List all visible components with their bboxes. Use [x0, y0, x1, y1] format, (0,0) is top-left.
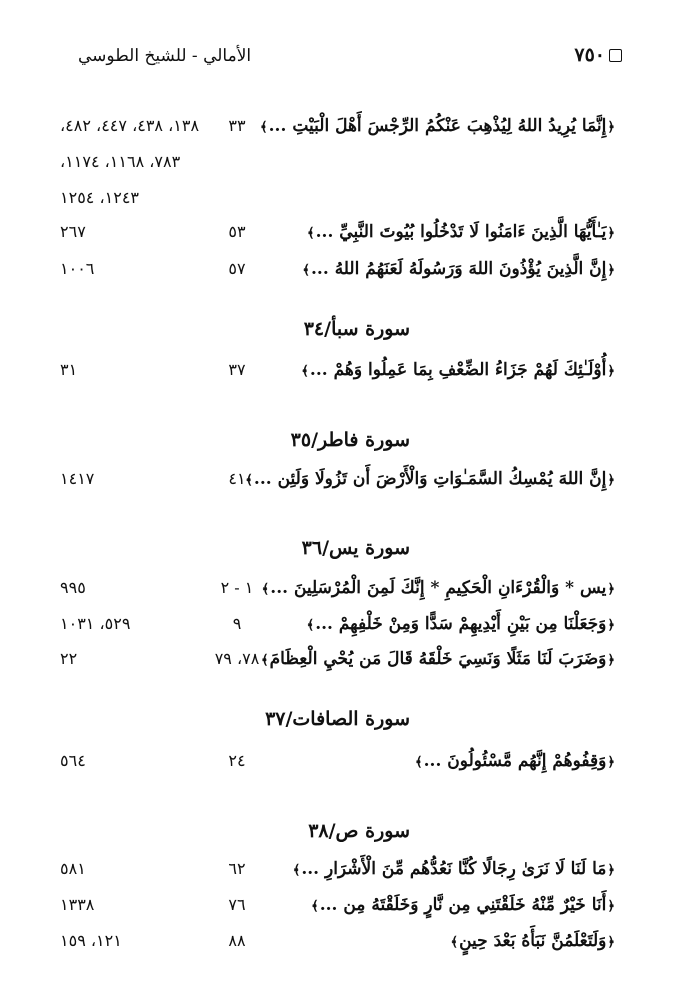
page-refs-line	[0, 146, 700, 178]
ayah-number: ٤١	[228, 469, 246, 488]
page-refs-line	[0, 643, 700, 675]
ornate-bracket-open: ﴿	[607, 899, 615, 914]
page-reference-text: ٣١	[60, 360, 78, 379]
ornate-bracket-close: ﴾	[450, 935, 459, 950]
ornate-bracket-open: ﴿	[607, 935, 615, 950]
verse-quote: أَنَا خَيْرٌ مِّنْهُ خَلَقْتَنِي مِن نَّارٍ وَخَلَقْتَهُ مِن ...	[319, 895, 607, 915]
page-references	[60, 925, 200, 957]
surah-heading: سورة الصافات/٣٧	[265, 708, 410, 730]
page-reference-text: ١٢٤٣، ١٢٥٤	[60, 188, 139, 207]
ayah-number: ٨٨	[228, 931, 246, 950]
page-refs-line	[0, 216, 700, 248]
page-reference-text: ٥٦٤	[60, 751, 86, 770]
page-references	[60, 253, 200, 285]
page-refs-line	[0, 253, 700, 285]
ayah-number: ٣٣	[228, 116, 246, 135]
ornate-bracket-close: ﴾	[261, 653, 269, 668]
verse-quote: إِنَّمَا يُرِيدُ اللهُ لِيُذْهِبَ عَنْكُمُ الرِّجْسَ أَهْلَ الْبَيْتِ ...	[268, 116, 607, 136]
surah-heading: سورة يس/٣٦	[301, 537, 410, 559]
ornate-bracket-open: ﴿	[607, 226, 615, 241]
ornate-bracket-open: ﴿	[607, 364, 615, 379]
verse-quote: مَا لَنَا لَا نَرَىٰ رِجَالًا كُنَّا نَعُدُّهُم مِّنَ الْأَشْرَارِ ...	[301, 859, 607, 879]
page-references	[60, 463, 200, 495]
ornate-bracket-close: ﴾	[302, 263, 311, 278]
ornate-bracket-open: ﴿	[607, 120, 615, 135]
page-reference-text: ١٤١٧	[60, 469, 95, 488]
ayah-number: ٥٧	[228, 259, 246, 278]
ayah-number: ٦٢	[228, 859, 246, 878]
page-reference-text: ٧٨٣، ١١٦٨، ١١٧٤،	[60, 152, 181, 171]
page-references	[60, 354, 200, 386]
page-reference-text: ١٢١، ١٥٩	[60, 931, 122, 950]
book-title: الأمالي - للشيخ الطوسي	[78, 46, 252, 66]
page-reference-text: ٩٩٥	[60, 578, 86, 597]
page-refs-line	[0, 925, 700, 957]
ornate-bracket-close: ﴾	[301, 364, 309, 379]
ornate-bracket-open: ﴿	[607, 755, 615, 770]
ornate-bracket-close: ﴾	[311, 899, 319, 914]
page-references	[60, 182, 200, 214]
verse-quote: أُوْلَـٰئِكَ لَهُمْ جَزَاءُ الضِّعْفِ بِمَا عَمِلُوا وَهُمْ ...	[309, 360, 607, 380]
page-refs-line	[0, 463, 700, 495]
page-refs-line	[0, 745, 700, 777]
page-references	[60, 110, 200, 142]
ornate-bracket-close: ﴾	[245, 473, 253, 488]
page-reference-text: ٢٦٧	[60, 222, 86, 241]
ayah-number: ٣٧	[228, 360, 246, 379]
ornate-bracket-close: ﴾	[415, 755, 423, 770]
page-references	[60, 572, 200, 604]
ayah-number: ٧٦	[228, 895, 246, 914]
ayah-number: ٥٣	[228, 222, 246, 241]
ornate-bracket-close: ﴾	[261, 582, 270, 597]
page-reference-text: ١٠٠٦	[60, 259, 95, 278]
page-reference-text: ٥٢٩، ١٠٣١	[60, 614, 131, 633]
surah-heading: سورة فاطر/٣٥	[290, 429, 410, 451]
ayah-number: ٢٤	[228, 751, 246, 770]
page-refs-line	[0, 853, 700, 885]
surah-heading: سورة سبأ/٣٤	[303, 318, 410, 340]
ornate-bracket-open: ﴿	[607, 473, 615, 488]
page-references	[60, 853, 200, 885]
verse-quote: يس * وَالْقُرْءَانِ الْحَكِيمِ * إِنَّكَ لَمِنَ الْمُرْسَلِينَ ...	[270, 578, 607, 598]
ornate-bracket-open: ﴿	[607, 618, 615, 633]
ornate-bracket-open: ﴿	[607, 263, 615, 278]
verse-quote: وَضَرَبَ لَنَا مَثَلًا وَنَسِيَ خَلْقَهُ قَالَ مَن يُحْيِ الْعِظَامَ	[269, 649, 607, 669]
page-reference-text: ١٣٣٨	[60, 895, 95, 914]
page-references	[60, 745, 200, 777]
verse-quote: يَـٰأَيُّهَا الَّذِينَ ءَامَنُوا لَا تَدْخُلُوا بُيُوتَ النَّبِيِّ ...	[315, 222, 607, 242]
ayah-number: ١ - ٢	[220, 578, 254, 597]
ornate-bracket-close: ﴾	[306, 226, 315, 241]
page-header	[78, 44, 622, 74]
page-reference-text: ١٣٨، ٤٣٨، ٤٤٧، ٤٨٢،	[60, 116, 200, 135]
page-refs-line	[0, 110, 700, 142]
page-refs-line	[0, 608, 700, 640]
ornate-bracket-close: ﴾	[260, 120, 268, 135]
verse-quote: وَلَتَعْلَمُنَّ نَبَأَهُ بَعْدَ حِينٍ	[459, 931, 607, 951]
surah-heading: سورة ص/٣٨	[308, 820, 410, 842]
page-number-group	[574, 44, 622, 66]
verse-quote: وَقِفُوهُمْ إِنَّهُم مَّسْئُولُونَ ...	[423, 751, 607, 771]
page-references	[60, 643, 200, 675]
page-reference-text: ٥٨١	[60, 859, 86, 878]
page-references	[60, 216, 200, 248]
verse-quote: إِنَّ الَّذِينَ يُؤْذُونَ اللهَ وَرَسُولَهُ لَعَنَهُمُ اللهُ ...	[311, 259, 607, 279]
page-refs-line	[0, 354, 700, 386]
square-icon	[609, 49, 622, 62]
ornate-bracket-open: ﴿	[607, 653, 615, 668]
page-references	[60, 608, 200, 640]
ornate-bracket-close: ﴾	[306, 618, 315, 633]
ayah-number: ٩	[232, 614, 242, 633]
verse-quote: وَجَعَلْنَا مِن بَيْنِ أَيْدِيهِمْ سَدًّا وَمِنْ خَلْفِهِمْ ...	[315, 614, 607, 634]
page-references	[60, 889, 200, 921]
page-reference-text: ٢٢	[60, 649, 78, 668]
ayah-number: ٧٨، ٧٩	[214, 649, 260, 668]
page-references	[60, 146, 200, 178]
page-refs-line	[0, 889, 700, 921]
page-refs-line	[0, 182, 700, 214]
page-refs-line	[0, 572, 700, 604]
ornate-bracket-close: ﴾	[292, 863, 301, 878]
ornate-bracket-open: ﴿	[607, 863, 615, 878]
ornate-bracket-open: ﴿	[607, 582, 615, 597]
verse-quote: إِنَّ اللهَ يُمْسِكُ السَّمَـٰوَاتِ وَالْأَرْضَ أَن تَزُولَا وَلَئِن ...	[253, 469, 607, 489]
page-number: ٧٥٠	[574, 44, 605, 66]
